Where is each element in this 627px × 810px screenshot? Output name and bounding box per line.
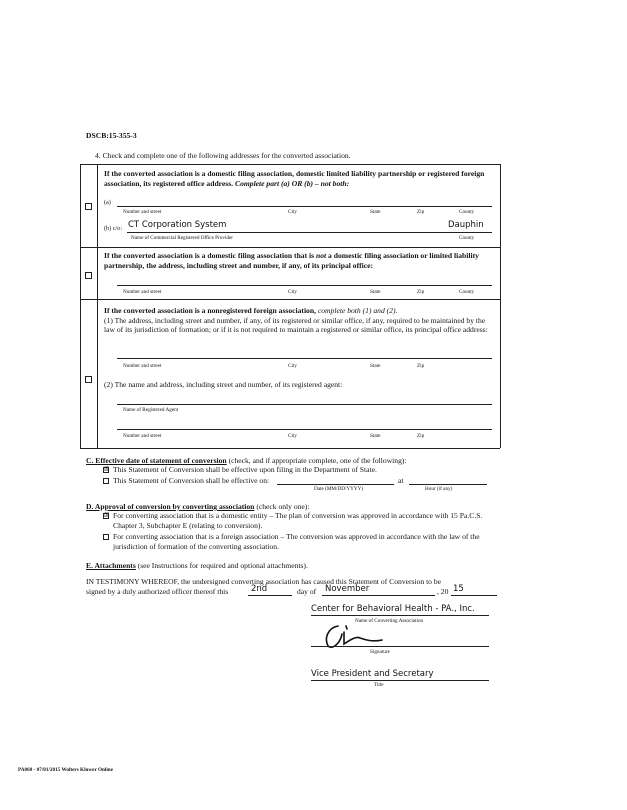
col-street: Number and street xyxy=(123,209,162,215)
effective-date-label: This Statement of Conversion shall be effective on: xyxy=(113,476,270,485)
at-label: at xyxy=(398,476,404,485)
label-a: (a) xyxy=(104,199,111,206)
association-caption: Name of Converting Association xyxy=(355,618,424,624)
month-value: November xyxy=(325,584,370,594)
form-id: DSCB:15-355-3 xyxy=(86,131,137,140)
effective-filing-label: This Statement of Conversion shall be effective upon filing in the Department of State. xyxy=(113,465,377,474)
section-c-heading: C. Effective date of statement of conversion (check, and if appropriate complete, one of the following): xyxy=(86,456,407,465)
approval-foreign-checkbox[interactable] xyxy=(103,534,109,540)
section-e-heading: E. Attachments (see Instructions for required and optional attachments). xyxy=(86,561,308,570)
title-value: Vice President and Secretary xyxy=(311,669,434,679)
col-state: State xyxy=(370,289,381,295)
association-name: Center for Behavioral Health - PA., Inc. xyxy=(311,604,475,614)
col-zip: Zip xyxy=(417,433,425,439)
testimony-line2: signed by a duly authorized officer thereof this xyxy=(86,587,229,596)
day-value: 2nd xyxy=(251,584,268,594)
col-county: County xyxy=(459,289,475,295)
effective-date-checkbox[interactable] xyxy=(103,478,109,484)
county-caption: County xyxy=(459,235,475,241)
testimony-line1: IN TESTIMONY WHEREOF, the undersigned converting association has caused this Statement of Conversion to be xyxy=(86,577,442,586)
section-4-intro: 4. Check and complete one of the following addresses for the converted association. xyxy=(95,151,351,160)
date-caption: Date (MM/DD/YYYY) xyxy=(314,486,364,492)
effective-filing-checkbox[interactable]: ☒ xyxy=(104,466,110,473)
provider-caption: Name of Commercial Registered Office Provider xyxy=(131,235,234,241)
col-city: City xyxy=(288,209,297,215)
col-city: City xyxy=(288,433,297,439)
county-value: Dauphin xyxy=(448,220,484,230)
approval-domestic-checkbox[interactable]: ☒ xyxy=(104,512,110,519)
hour-caption: Hour (if any) xyxy=(425,486,453,492)
title-caption: Title xyxy=(374,682,384,688)
col-street: Number and street xyxy=(123,363,162,369)
row-a-heading: If the converted association is a domestic filing association, domestic limited liability partnership or registered foreign association, its registered office address. Complete part (a) OR (b) – not both: xyxy=(104,169,485,188)
year-value: 15 xyxy=(453,584,464,594)
option-a-checkbox[interactable] xyxy=(85,203,92,210)
col-county: County xyxy=(459,209,475,215)
col-state: State xyxy=(370,433,381,439)
col-street: Number and street xyxy=(123,289,162,295)
col-city: City xyxy=(288,289,297,295)
col-street: Number and street xyxy=(123,433,162,439)
row-b-heading: If the converted association is a domestic filing association that is not a domestic filing association or limited liability partnership, the address, including street and number, if any, of its principal office: xyxy=(104,251,479,270)
col-state: State xyxy=(370,209,381,215)
row-c-agent-text: (2) The name and address, including street and number, of its registered agent: xyxy=(104,380,343,389)
provider-value: CT Corporation System xyxy=(128,220,227,230)
signature-caption: Signature xyxy=(370,649,390,655)
label-b: (b) c/o: xyxy=(104,225,123,232)
col-state: State xyxy=(370,363,381,369)
col-zip: Zip xyxy=(417,363,425,369)
year-prefix: , 20 xyxy=(437,587,449,596)
col-city: City xyxy=(288,363,297,369)
day-of-label: day of xyxy=(297,587,317,596)
col-zip: Zip xyxy=(417,289,425,295)
option-b-checkbox[interactable] xyxy=(85,272,92,279)
agent-caption: Name of Registered Agent xyxy=(123,407,179,413)
footer-text: PA068 - 07/01/2015 Wolters Kluwer Online xyxy=(18,767,113,773)
section-d-heading: D. Approval of conversion by converting association (check only one): xyxy=(86,502,310,511)
col-zip: Zip xyxy=(417,209,425,215)
row-c-text: If the converted association is a nonregistered foreign association, complete both (1) and (2). (1) The address, including street and number, if any, of its registered or similar office, if any, required to be maintained by the law of its jurisdiction of formation; or if it is not required to maintain a registered or similar office, its principal office address: xyxy=(104,306,488,334)
option-c-checkbox[interactable] xyxy=(85,376,92,383)
approval-foreign-label: For converting association that is a foreign association – The conversion was approved in accordance with the law of the jurisdiction of formation of the converting association. xyxy=(113,532,480,551)
approval-domestic-label: For converting association that is a domestic entity – The plan of conversion was approved in accordance with 15 Pa.C.S. Chapter 3, Subchapter E (relating to conversion). xyxy=(113,511,483,530)
